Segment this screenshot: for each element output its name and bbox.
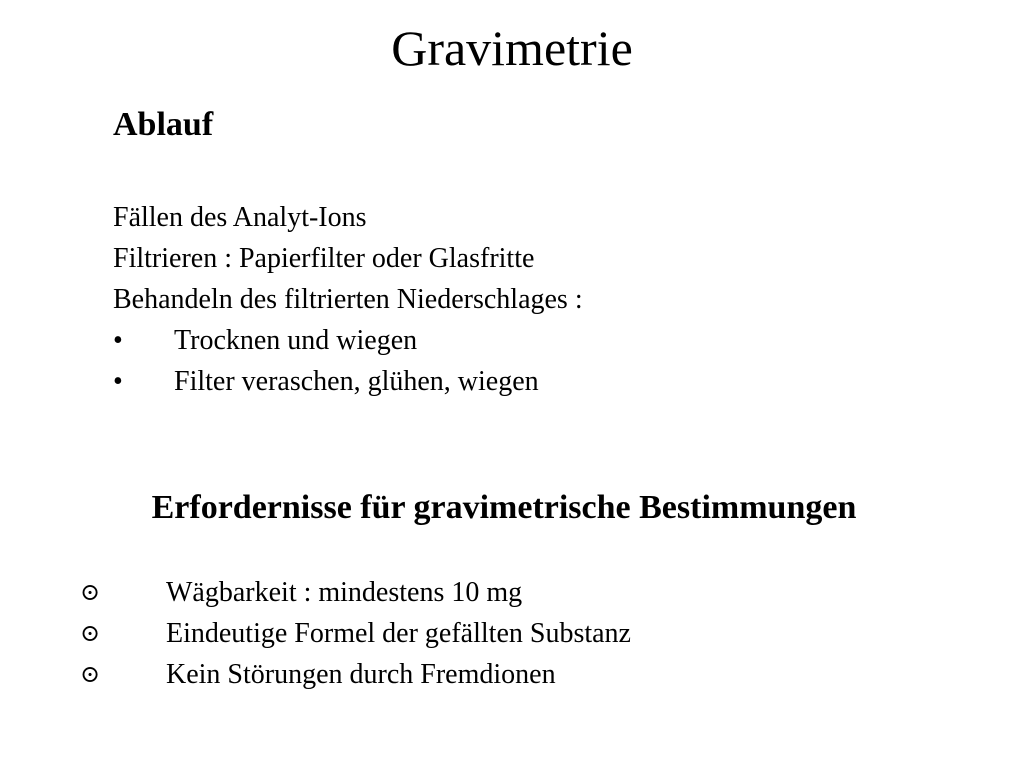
ablauf-bullet-text: Trocknen und wiegen — [174, 325, 418, 356]
erfordernisse-item-text: Eindeutige Formel der gefällten Substanz — [166, 618, 631, 649]
circled-dot-bullet-icon: ⊙ — [80, 578, 101, 606]
erfordernisse-item-text: Wägbarkeit : mindestens 10 mg — [166, 577, 523, 608]
circled-dot-bullet-icon: ⊙ — [80, 619, 101, 647]
ablauf-line: Filtrieren : Papierfilter oder Glasfritte — [113, 243, 535, 274]
erfordernisse-item-text: Kein Störungen durch Fremdionen — [166, 659, 556, 690]
ablauf-heading: Ablauf — [113, 106, 214, 143]
slide-title: Gravimetrie — [391, 20, 633, 76]
erfordernisse-heading: Erfordernisse für gravimetrische Bestimmungen — [151, 489, 857, 526]
ablauf-bullet-text: Filter veraschen, glühen, wiegen — [174, 366, 539, 397]
ablauf-line: Behandeln des filtrierten Niederschlages : — [113, 284, 583, 315]
ablauf-bullet-item — [113, 320, 583, 361]
bullet-icon: • — [113, 325, 123, 356]
ablauf-line: Fällen des Analyt-Ions — [113, 202, 367, 233]
bullet-icon: • — [113, 366, 123, 397]
ablauf-bullet-item — [113, 361, 583, 402]
ablauf-section — [113, 197, 583, 402]
circled-dot-bullet-icon: ⊙ — [80, 660, 101, 688]
